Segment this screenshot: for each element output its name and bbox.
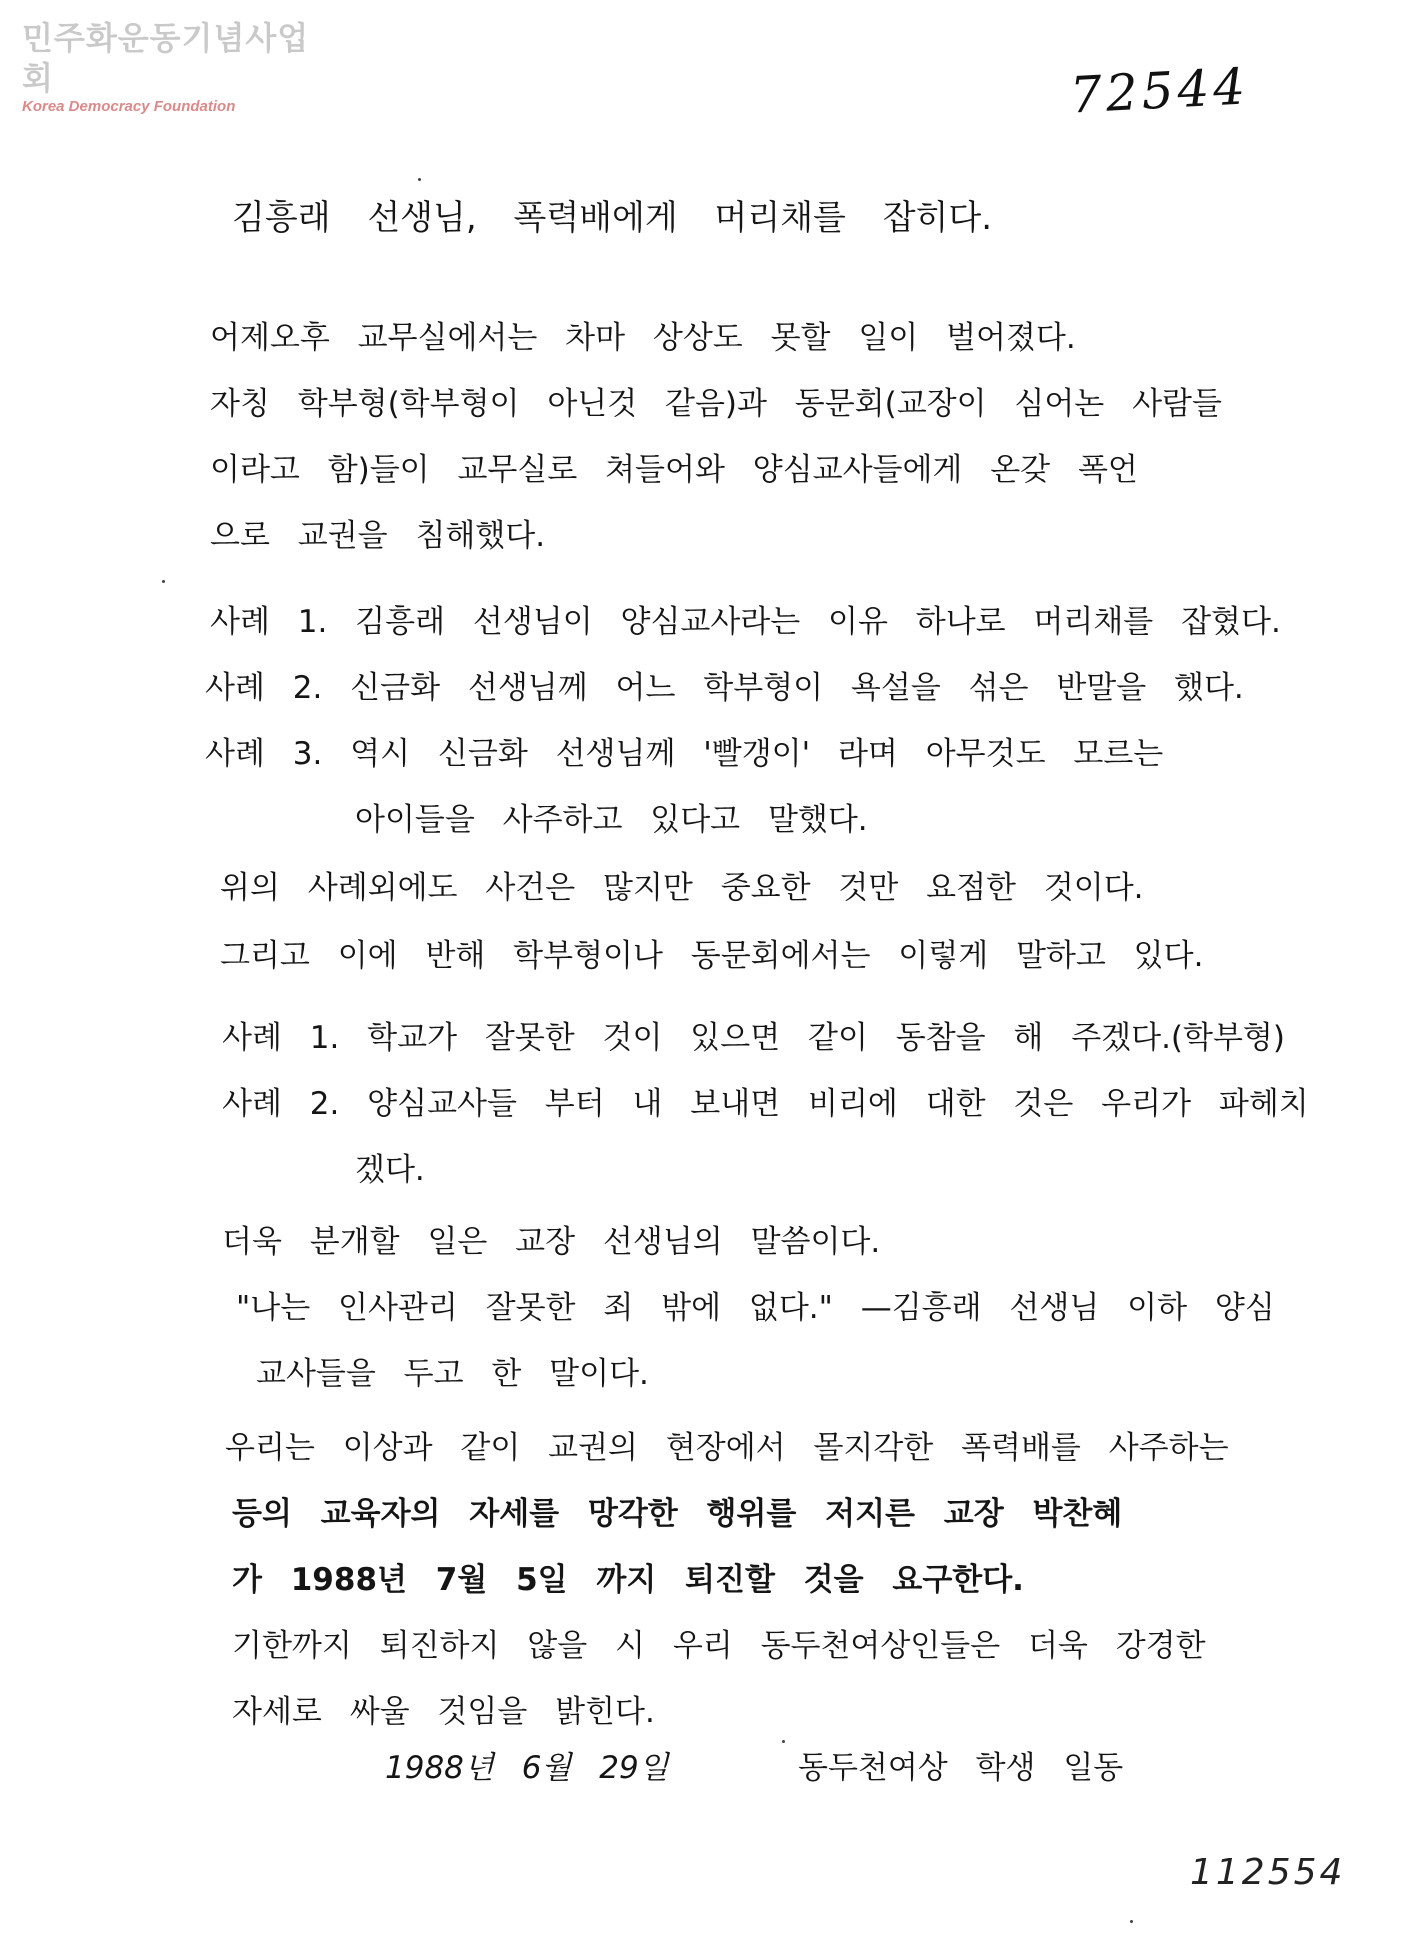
summary-line-1: 위의 사례외에도 사건은 많지만 중요한 것만 요점한 것이다. [220,870,1144,906]
archive-number-top: 72544 [1068,57,1251,125]
intro-line-3: 이라고 함)들이 교무실로 쳐들어와 양심교사들에게 온갖 폭언 [210,452,1138,488]
scan-speck [162,580,165,583]
foundation-watermark [22,18,322,116]
principal-quote-line: "나는 인사관리 잘못한 죄 밖에 없다." —김흥래 선생님 이하 양심 [236,1290,1275,1326]
case-3-line: 사례 3. 역시 신금화 선생님께 '빨갱이' 라며 아무것도 모르는 [205,736,1164,772]
case-3-continuation-line: 아이들을 사주하고 있다고 말했다. [355,802,868,838]
demand-line-5: 자세로 싸울 것임을 밝힌다. [232,1694,655,1730]
principal-line-3: 교사들을 두고 한 말이다. [256,1356,649,1392]
demand-line-2: 등의 교육자의 자세를 망각한 행위를 저지른 교장 박찬혜 [232,1496,1123,1532]
intro-line-4: 으로 교권을 침해했다. [210,518,546,554]
demand-line-4: 기한까지 퇴진하지 않을 시 우리 동두천여상인들은 더욱 강경한 [232,1628,1206,1664]
claim-2-continuation-line: 겠다. [355,1152,425,1188]
demand-line-3: 가 1988년 7월 5일 까지 퇴진할 것을 요구한다. [232,1562,1024,1598]
scan-speck [782,1740,785,1743]
signature-author: 동두천여상 학생 일동 [798,1750,1124,1786]
scan-speck [418,178,421,181]
signature-date: 1988년 6월 29일 [385,1750,669,1786]
watermark-korean-text: 민주화운동기념사업회 [22,19,310,97]
scan-speck [1130,1920,1133,1923]
document-title: 김흥래 선생님, 폭력배에게 머리채를 잡히다. [232,198,993,238]
case-2-line: 사례 2. 신금화 선생님께 어느 학부형이 욕설을 섞은 반말을 했다. [205,670,1244,706]
summary-line-2: 그리고 이에 반해 학부형이나 동문회에서는 이렇게 말하고 있다. [220,938,1204,974]
intro-line-2: 자칭 학부형(학부형이 아닌것 같음)과 동문회(교장이 심어논 사람들 [210,386,1222,422]
case-1-line: 사례 1. 김흥래 선생님이 양심교사라는 이유 하나로 머리채를 잡혔다. [210,604,1281,640]
demand-line-1: 우리는 이상과 같이 교권의 현장에서 몰지각한 폭력배를 사주하는 [225,1430,1229,1466]
claim-1-line: 사례 1. 학교가 잘못한 것이 있으면 같이 동참을 해 주겠다.(학부형) [222,1020,1285,1056]
watermark-english-text: Korea Democracy Foundation [22,98,236,115]
principal-line-1: 더욱 분개할 일은 교장 선생님의 말씀이다. [222,1224,881,1260]
archive-number-bottom: 112554 [1190,1852,1346,1893]
claim-2-line: 사례 2. 양심교사들 부터 내 보내면 비리에 대한 것은 우리가 파헤치 [222,1086,1309,1122]
intro-line-1: 어제오후 교무실에서는 차마 상상도 못할 일이 벌어졌다. [210,320,1076,356]
